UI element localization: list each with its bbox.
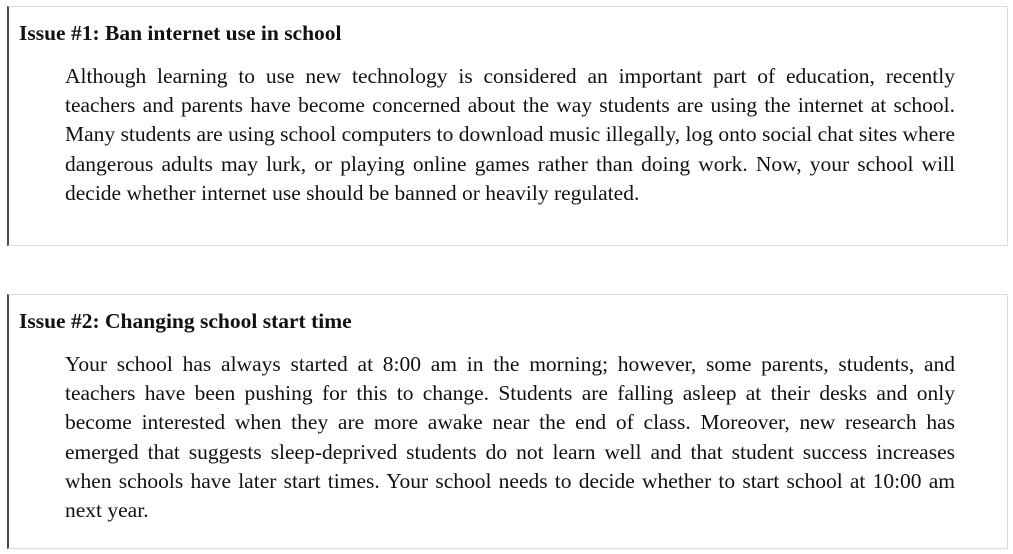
issue-2-title: Issue #2: Changing school start time [19, 309, 352, 333]
issue-2-box [7, 294, 1008, 549]
issue-1-body: Although learning to use new technology is considered an important part of education, recently teachers and parents have become concerned about the way students are using the internet at school. Many students are using school computers to download music illegally, log onto social chat sites where dangerous adults may lurk, or playing online games rather than doing work. Now, your school will decide whether internet use should be banned or heavily regulated. [65, 64, 955, 205]
issue-2-body: Your school has always started at 8:00 am in the morning; however, some parents, students, and teachers have been pushing for this to change. Students are falling asleep at their desks and only become interested when they are more awake near the end of class. Moreover, new research has emerged that suggests sleep-deprived students do not learn well and that student success increases when schools have later start times. Your school needs to decide whether to start school at 10:00 am next year. [65, 352, 955, 523]
issue-1-title: Issue #1: Ban internet use in school [19, 21, 342, 45]
issue-1-box [7, 6, 1008, 246]
